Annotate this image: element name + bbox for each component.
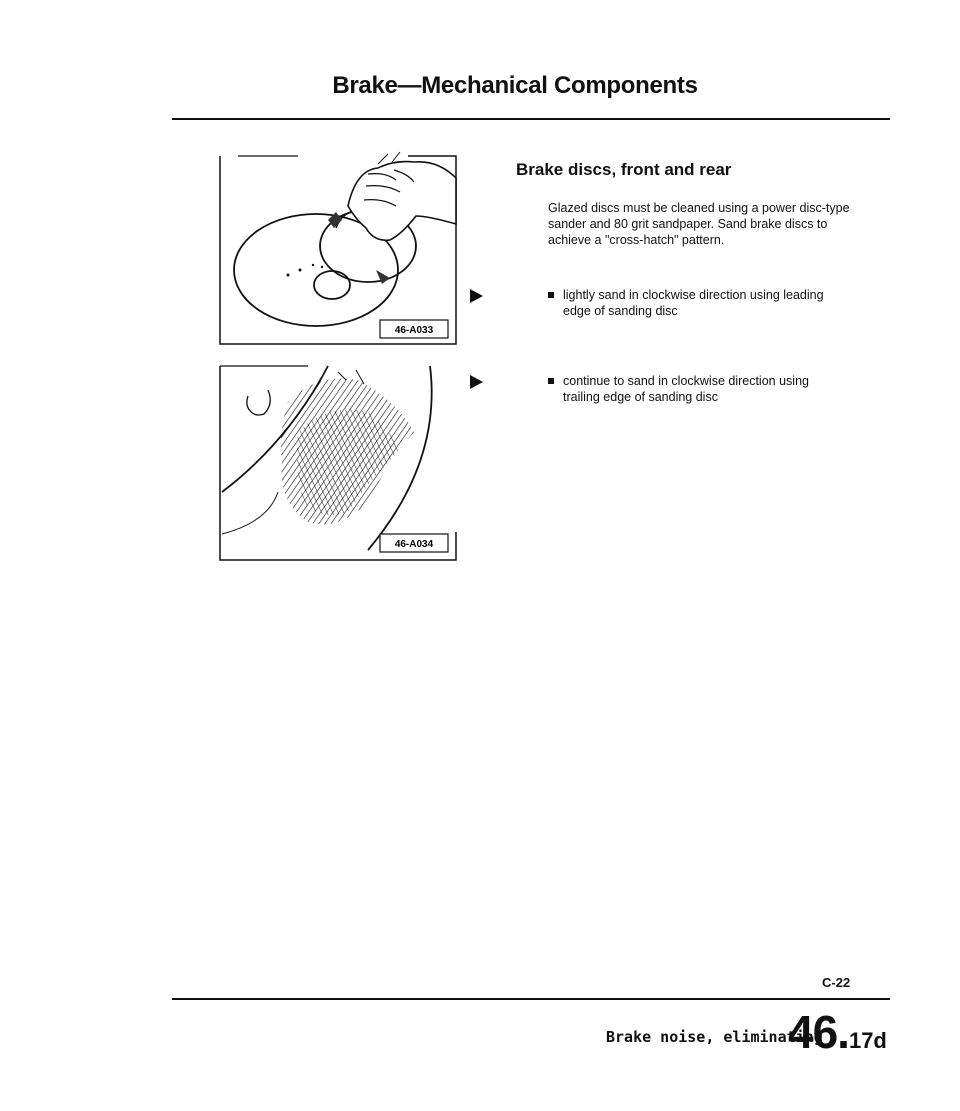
footer-rule — [172, 998, 890, 1000]
footer-label: Brake noise, eliminating — [606, 1028, 823, 1046]
step-2 — [548, 373, 848, 405]
page-code: C-22 — [822, 975, 851, 990]
figure-2-illustration — [218, 362, 458, 562]
section-title: Brake discs, front and rear — [516, 160, 732, 179]
section-number-sub: 17d — [848, 1028, 887, 1053]
section-number — [788, 1005, 887, 1059]
intro-paragraph: Glazed discs must be cleaned using a power disc-type sander and 80 grit sandpaper. Sand brake discs to achieve a "cross-hatch" pattern. — [548, 201, 850, 247]
figure-2-label: 46-A034 — [394, 539, 434, 550]
bullet-icon — [548, 292, 554, 298]
header-rule — [172, 118, 890, 120]
figure-1-illustration — [218, 150, 458, 346]
step-2-arrow — [470, 375, 483, 389]
step-1-text: lightly sand in clockwise direction using leading edge of sanding disc — [563, 288, 824, 318]
step-1 — [548, 287, 848, 319]
figure-sanding-trailing-edge — [218, 362, 458, 562]
step-1-arrow — [470, 289, 483, 303]
section-number-main: 46. — [788, 1006, 849, 1058]
page-header: Brake—Mechanical Components — [332, 72, 698, 99]
figure-sanding-leading-edge — [218, 150, 458, 346]
step-2-text: continue to sand in clockwise direction using trailing edge of sanding disc — [563, 374, 809, 404]
figure-1-label: 46-A033 — [394, 325, 434, 336]
bullet-icon — [548, 378, 554, 384]
